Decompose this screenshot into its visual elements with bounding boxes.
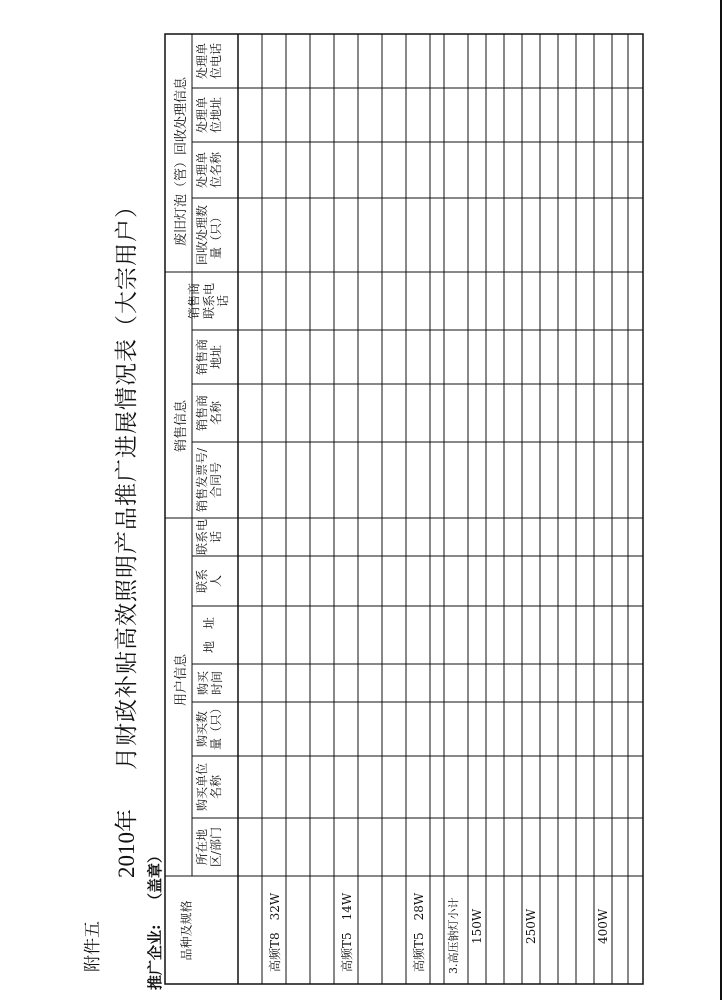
- row-label: 高频T5 28W: [412, 892, 426, 972]
- col-time: 购买时间: [195, 671, 224, 696]
- group-recycle-info: 废旧灯泡（管）回收处理信息: [174, 76, 189, 246]
- row-label: 高频T5 14W: [340, 892, 354, 972]
- row-label: 150W: [470, 908, 484, 944]
- col-seller-address: 销售商地址: [194, 339, 223, 376]
- col-handler-address: 处理单位地址: [194, 97, 223, 134]
- column-lines: [165, 88, 643, 876]
- row-label: 高频T8 32W: [268, 892, 282, 972]
- attachment-label: 附件五: [83, 921, 103, 972]
- col-seller-name: 销售商名称: [194, 395, 223, 432]
- col-quantity: 购买数量（只）: [194, 701, 223, 750]
- row-label: 3.高压钠灯小计: [447, 897, 460, 974]
- col-recycle-qty: 回收处理数量（只）: [194, 205, 223, 266]
- group-user-info: 用户信息: [174, 653, 189, 706]
- col-region: 所在地区/部门: [194, 826, 223, 868]
- group-sales-info: 销售信息: [174, 399, 189, 452]
- row-label: 400W: [596, 908, 610, 944]
- col-address: 地 址: [201, 617, 216, 654]
- col-invoice: 销售发票号/合同号: [194, 447, 223, 513]
- col-seller-phone: 销售商联系电话: [187, 283, 231, 320]
- row-label: 250W: [524, 908, 538, 944]
- col-variety: 品种及规格: [179, 900, 194, 961]
- col-handler-phone: 处理单位电话: [194, 43, 223, 80]
- col-phone: 联系电话: [194, 519, 223, 556]
- report-title: 月财政补贴高效照明产品推广进展情况表（大宗用户）: [114, 194, 140, 770]
- company-label: 推广企业:: [146, 924, 164, 990]
- col-contact: 联系人: [194, 569, 223, 594]
- col-buyer-name: 购买单位名称: [194, 763, 223, 812]
- col-handler-name: 处理单位名称: [194, 152, 223, 189]
- row-lines: [262, 34, 628, 984]
- report-year: 2010年: [114, 809, 139, 878]
- seal-label: （盖章）: [146, 847, 164, 908]
- table-border: [165, 34, 643, 984]
